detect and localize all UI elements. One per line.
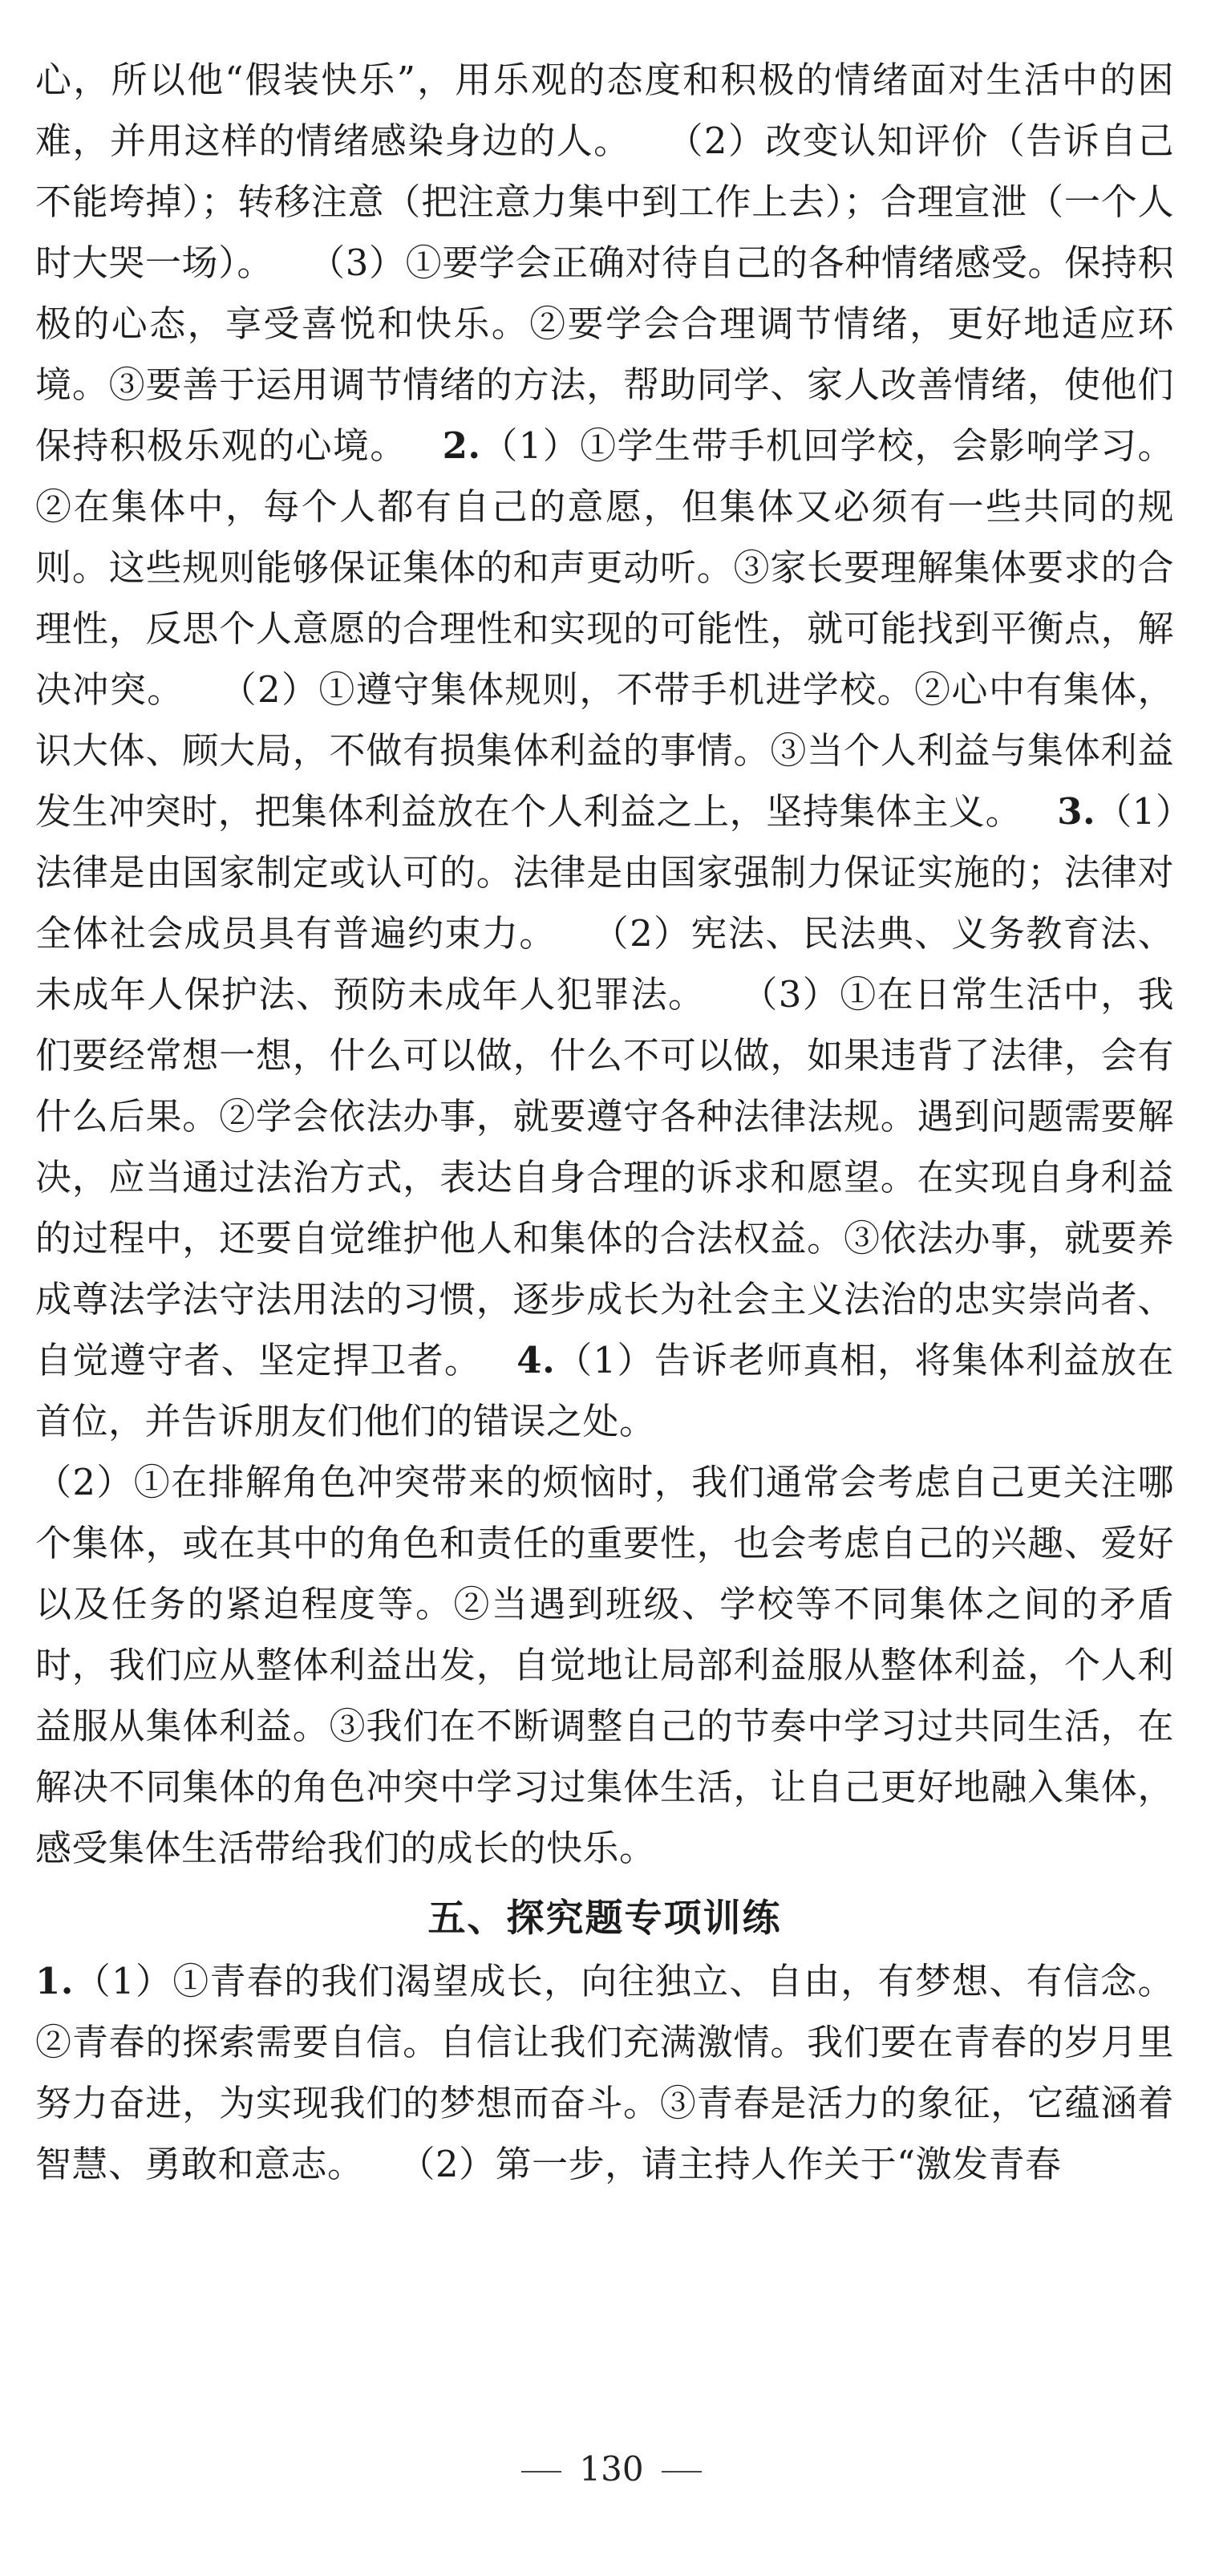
question-number: 4. [516, 1339, 556, 1381]
answer-text: （1）告诉老师真相，将集体利益放在首位，并告诉朋友们他们的错误之处。 [35, 1339, 1174, 1442]
dash-left [521, 2471, 561, 2473]
answer-text: （3）①在日常生活中，我们要经常想一想，什么可以做，什么不可以做，如果违背了法律，会有什么后果。②学会依法办事，就要遵守各种法律法规。遇到问题需要解决，应当通过法治方式，表达自身合理的诉求和愿望。在实现自身利益的过程中，还要自觉维护他人和集体的合法权益。③依法办事，就要养成尊法学法守法用法的习惯，逐步成长为社会主义法治的忠实崇尚者、自觉遵守者、坚定捍卫者。 [35, 973, 1174, 1381]
answer-text: （2）第一步，请主持人作关于“激发青春 [399, 2143, 1062, 2185]
answer-text: （2）改变认知评价（告诉自己不能垮掉）；转移注意（把注意力集中到工作上去）；合理宣泄（一个人时大哭一场）。 [35, 120, 1174, 284]
question-number: 3. [1057, 790, 1096, 833]
answer-text: （2）宪法、民法典、义务教育法、未成年人保护法、预防未成年人犯罪法。 [35, 912, 1174, 1016]
answer-text: （3）①要学会正确对待自己的各种情绪感受。保持积极的心态，享受喜悦和快乐。②要学会合理调节情绪，更好地适应环境。③要善于运用调节情绪的方法，帮助同学、家人改善情绪，使他们保持积极乐观的心境。 [35, 241, 1174, 467]
answer-text: 心，所以他“假装快乐”，用乐观的态度和积极的情绪面对生活中的困难，并用这样的情绪感染身边的人。 [35, 59, 1174, 162]
answer-paragraph [35, 1951, 1174, 2195]
answer-text: （2）①在排解角色冲突带来的烦恼时，我们通常会考虑自己更关注哪个集体，或在其中的角色和责任的重要性，也会考虑自己的兴趣、爱好以及任务的紧迫程度等。②当遇到班级、学校等不同集体之间的矛盾时，我们应从整体利益出发，自觉地让局部利益服从整体利益，个人利益服从集体利益。③我们在不断调整自己的节奏中学习过共同生活，在解决不同集体的角色冲突中学习过集体生活，让自己更好地融入集体，感受集体生活带给我们的成长的快乐。 [35, 1461, 1174, 1869]
question-number: 1. [35, 1960, 74, 2002]
dash-right [662, 2471, 702, 2473]
section-title: 五、探究题专项训练 [427, 1897, 782, 1941]
page-content [35, 50, 1174, 2195]
answer-text: （1）①青春的我们渴望成长，向往独立、自由，有梦想、有信念。②青春的探索需要自信。自信让我们充满激情。我们要在青春的岁月里努力奋进，为实现我们的梦想而奋斗。③青春是活力的象征，它蕴涵着智慧、勇敢和意志。 [35, 1960, 1174, 2185]
answer-text: （1）法律是由国家制定或认可的。法律是由国家强制力保证实施的；法律对全体社会成员具有普遍约束力。 [35, 790, 1174, 955]
page-number-footer [0, 2445, 1223, 2493]
answer-paragraph [35, 50, 1174, 1879]
question-number: 2. [442, 424, 481, 467]
answer-text: （2）①遵守集体规则，不带手机进学校。②心中有集体，识大体、顾大局，不做有损集体利益的事情。③当个人利益与集体利益发生冲突时，把集体利益放在个人利益之上，坚持集体主义。 [35, 668, 1174, 833]
answer-text: （1）①学生带手机回学校，会影响学习。②在集体中，每个人都有自己的意愿，但集体又必须有一些共同的规则。这些规则能够保证集体的和声更动听。③家长要理解集体要求的合理性，反思个人意愿的合理性和实现的可能性，就可能找到平衡点，解决冲突。 [35, 424, 1174, 711]
page-number: 130 [579, 2449, 644, 2489]
